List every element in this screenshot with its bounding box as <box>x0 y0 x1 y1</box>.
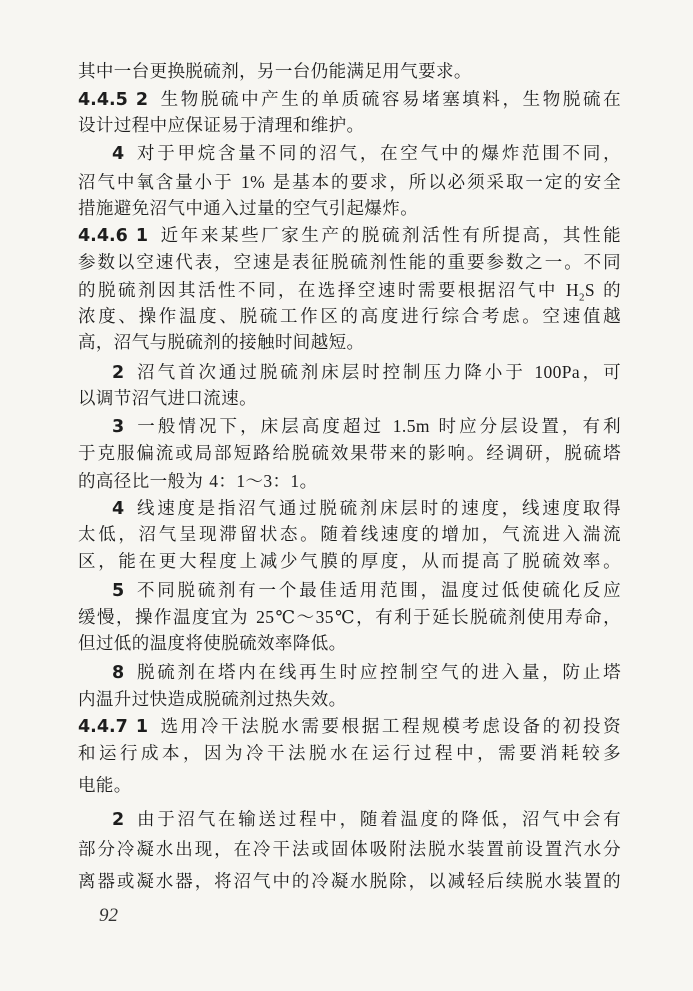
text-span: 浓度、操作温度、脱硫工作区的高度进行综合考虑。空速值越 <box>78 307 621 327</box>
text-span: 于克服偏流或局部短路给脱硫效果带来的影响。经调研，脱硫塔 <box>78 444 621 464</box>
text-span: 一般情况下，床层高度超过 <box>134 417 385 437</box>
item-number: 4 <box>112 144 125 164</box>
text-line <box>78 140 621 168</box>
text-line <box>78 412 621 440</box>
text-span: 太低，沼气呈现滞留状态。随着线速度的增加，气流进入湍流 <box>78 525 621 545</box>
text-span: 部分冷凝水出现，在冷干法或固体吸附法脱水装置前设置汽水分 <box>78 840 621 860</box>
text-span: 电能。 <box>78 776 132 796</box>
text-span: 离器或凝水器，将沼气中的冷凝水脱除，以减轻后续脱水装置的 <box>78 872 621 892</box>
text-line <box>78 630 621 658</box>
item-number: 4 <box>112 499 125 519</box>
text-span: ，可 <box>580 363 621 383</box>
text-line <box>78 86 621 114</box>
text-line <box>78 495 621 523</box>
text-span: 的脱硫剂因其活性不同，在选择空速时需要根据沼气中 <box>78 281 558 301</box>
text-line <box>78 440 621 468</box>
text-line <box>78 303 621 331</box>
text-span: 参数以空速代表，空速是表征脱硫剂性能的重要参数之一。不同 <box>78 253 621 273</box>
text-line <box>78 249 621 277</box>
text-line <box>78 222 621 250</box>
chemical-formula <box>565 280 596 304</box>
item-number: 2 <box>135 90 149 110</box>
text-span: 的 <box>603 281 621 301</box>
section-number: 4.4.6 <box>78 226 128 246</box>
text-span: ，有利于延长脱硫剂使用寿命， <box>356 608 621 628</box>
text-span: 是基本的要求，所以必须采取一定的安全 <box>272 173 621 193</box>
text-span: 的高径比一般为 <box>78 472 204 492</box>
text-line <box>78 868 621 896</box>
text-span: 以调节沼气进口流速。 <box>78 389 257 409</box>
text-line <box>78 195 621 223</box>
text-span: 高，沼气与脱硫剂的接触时间越短。 <box>78 333 365 353</box>
text-line <box>78 713 621 741</box>
text-line <box>78 467 621 495</box>
text-span: 其中一台更换脱硫剂，另一台仍能满足用气要求。 <box>78 62 472 82</box>
text-line <box>78 276 621 304</box>
text-line <box>78 603 621 631</box>
item-number: 8 <box>112 663 125 683</box>
text-line <box>78 385 621 413</box>
text-span: 生物脱硫中产生的单质硫容易堵塞填料，生物脱硫在 <box>158 90 621 110</box>
text-line <box>78 577 621 605</box>
item-number: 1 <box>135 717 149 737</box>
text-line <box>78 168 621 196</box>
item-number: 2 <box>112 363 125 383</box>
text-span: 对于甲烷含量不同的沼气，在空气中的爆炸范围不同， <box>134 144 621 164</box>
text-span: 区，能在更大程度上减少气膜的厚度，从而提高了脱硫效率。 <box>78 552 621 572</box>
text-line <box>78 686 621 714</box>
text-line <box>78 548 621 576</box>
page-number: 92 <box>99 905 118 926</box>
text-line <box>78 329 621 357</box>
text-span: 措施避免沼气中通入过量的空气引起爆炸。 <box>78 199 419 219</box>
text-span: 沼气中氧含量小于 <box>78 173 234 193</box>
text-span: 。 <box>299 472 318 492</box>
text-line <box>78 836 621 864</box>
text-span: 内温升过快造成脱硫剂过热失效。 <box>78 690 347 710</box>
section-number: 4.4.7 <box>78 717 128 737</box>
text-span: 不同脱硫剂有一个最佳适用范围，温度过低使硫化反应 <box>134 581 621 601</box>
ratio-value: 4：1～3：1 <box>209 471 300 491</box>
text-span: 选用冷干法脱水需要根据工程规模考虑设备的初投资 <box>158 717 621 737</box>
text-line <box>78 521 621 549</box>
text-line <box>78 112 621 140</box>
item-number: 1 <box>135 226 149 246</box>
text-line <box>78 659 621 687</box>
pressure-value: 100Pa <box>534 362 581 382</box>
text-span: 和运行成本，因为冷干法脱水在运行过程中，需要消耗较多 <box>78 744 621 764</box>
height-value: 1.5m <box>392 416 430 436</box>
temperature-value: 25℃～35℃ <box>256 607 357 627</box>
item-number: 5 <box>112 581 125 601</box>
text-span: 缓慢，操作温度宜为 <box>78 608 250 628</box>
item-number: 2 <box>112 810 125 830</box>
text-line <box>78 806 621 834</box>
percent-value: 1% <box>241 172 266 192</box>
text-span: 时应分层设置，有利 <box>438 417 621 437</box>
text-span: 设计过程中应保证易于清理和维护。 <box>78 116 365 136</box>
text-span: 但过低的温度将使脱硫效率降低。 <box>78 634 347 654</box>
formula-subscript: 2 <box>578 291 585 304</box>
text-span: 沼气首次通过脱硫剂床层时控制压力降小于 <box>134 363 526 383</box>
text-span: 线速度是指沼气通过脱硫剂床层时的速度，线速度取得 <box>134 499 621 519</box>
item-number: 3 <box>112 417 125 437</box>
text-span: 由于沼气在输送过程中，随着温度的降低，沼气中会有 <box>134 810 621 830</box>
section-number: 4.4.5 <box>78 90 128 110</box>
text-span: 脱硫剂在塔内在线再生时应控制空气的进入量，防止塔 <box>134 663 621 683</box>
text-line <box>78 58 621 86</box>
text-line <box>78 358 621 386</box>
formula-part: H <box>565 280 579 300</box>
text-line <box>78 772 621 800</box>
formula-part: S <box>584 280 596 300</box>
text-line <box>78 740 621 768</box>
text-span: 近年来某些厂家生产的脱硫剂活性有所提高，其性能 <box>158 226 621 246</box>
